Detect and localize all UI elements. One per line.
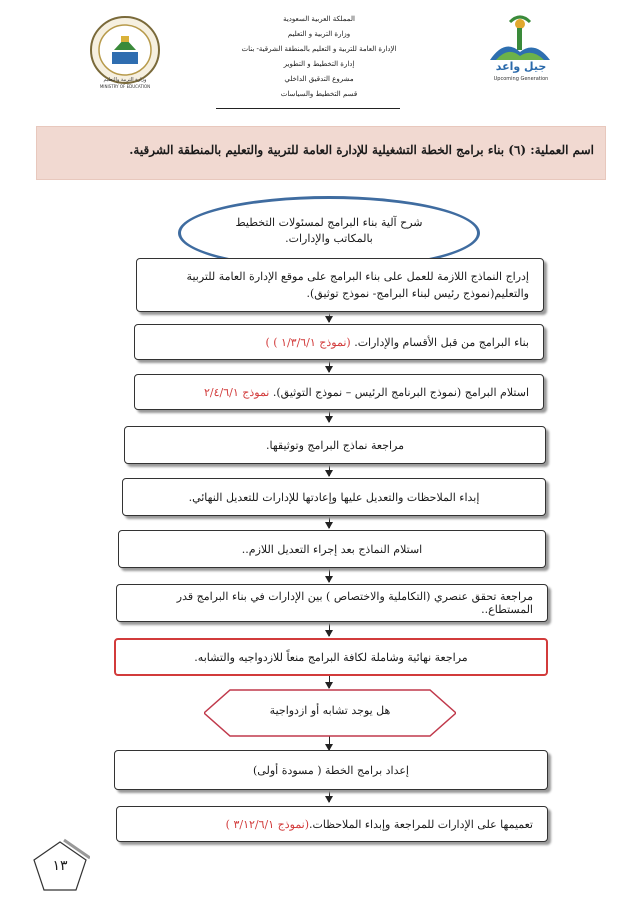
- flow-step: [114, 750, 548, 790]
- header-line-1: المملكة العربية السعودية: [283, 15, 355, 23]
- step-text: بناء البرامج من قبل الأقسام والإدارات.: [354, 335, 529, 349]
- flow-arrow: [329, 788, 330, 802]
- process-title-bar: [36, 126, 606, 180]
- flow-step: [116, 806, 548, 842]
- ministry-logo-icon: [88, 14, 162, 86]
- step-text: استلام النماذج بعد إجراء التعديل اللازم..: [241, 542, 423, 556]
- left-logo-text: جيل واعد: [495, 60, 547, 73]
- flow-arrow: [329, 568, 330, 582]
- header-divider: [216, 108, 400, 109]
- right-logo-text: وزارة التربية والتعليم: [103, 77, 147, 83]
- header-line-3: الإدارة العامة للتربية و التعليم بالمنطقة الشرقية- بنات: [241, 45, 397, 53]
- left-logo-subtext: Upcoming Generation: [493, 76, 549, 82]
- flow-arrow: [329, 736, 330, 750]
- process-title: اسم العملية: (٦) بناء برامج الخطة التشغيلية للإدارة العامة للتربية والتعليم بالمنطقة الشرقية.: [129, 143, 594, 157]
- flow-step: [124, 426, 546, 464]
- page-number: ١٣: [52, 858, 68, 874]
- flow-step-highlight: [114, 638, 548, 676]
- step-text: مراجعة تحقق عنصري (التكاملية والاختصاص ) بين الإدارات في بناء البرامج قدر المستطاع..: [176, 590, 533, 616]
- step-text: إدراج النماذج اللازمة للعمل على بناء البرامج على موقع الإدارة العامة للتربية والتعليم(نموذج رئيس لبناء البرامج- نموذج توثيق).: [186, 270, 529, 300]
- flow-arrow: [329, 514, 330, 528]
- step-text: استلام البرامج (نموذج البرنامج الرئيس – نموذج التوثيق).: [272, 385, 529, 399]
- step-text: مراجعة نماذج البرامج وتوثيقها.: [265, 438, 405, 452]
- step-text: مراجعة نهائية وشاملة لكافة البرامج منعاً للازدواجيه والتشابه.: [194, 650, 468, 664]
- flow-arrow: [329, 676, 330, 688]
- step-form-note: نموذج ٢/٤/٦/١: [204, 385, 270, 399]
- flow-arrow: [329, 462, 330, 476]
- decision-text: هل يوجد تشابه أو ازدواجية: [269, 704, 391, 717]
- step-text: إعداد برامج الخطة ( مسودة أولى): [253, 763, 409, 777]
- flow-step: [118, 530, 546, 568]
- flow-step: [116, 584, 548, 622]
- step-text: إبداء الملاحظات والتعديل عليها وإعادتها للإدارات للتعديل النهائي.: [188, 490, 480, 504]
- flow-step: [136, 258, 544, 312]
- flow-step: [134, 374, 544, 410]
- header-line-2: وزارة التربية و التعليم: [287, 30, 351, 38]
- flow-arrow: [329, 622, 330, 636]
- flow-arrow: [329, 408, 330, 422]
- step-form-note: (نموذج ٣/١٢/٦/١ ): [225, 817, 310, 831]
- header-line-5: مشروع التدقيق الداخلي: [284, 75, 354, 83]
- step-text: تعميمها على الإدارات للمراجعة وإبداء الملاحظات.: [309, 817, 533, 831]
- header-line-6: قسم التخطيط والسياسات: [280, 90, 358, 98]
- right-logo-subtext: MINISTRY OF EDUCATION: [99, 84, 151, 89]
- flow-step: [122, 478, 546, 516]
- flow-arrow: [329, 360, 330, 372]
- step-form-note: (نموذج ١/٣/٦/١ ) ): [265, 335, 351, 349]
- flow-step: [134, 324, 544, 360]
- header-line-4: إدارة التخطيط و التطوير: [283, 60, 355, 68]
- start-oval-text: شرح آلية بناء البرامج لمسئولات التخطيط بالمكاتب والإدارات.: [235, 216, 423, 245]
